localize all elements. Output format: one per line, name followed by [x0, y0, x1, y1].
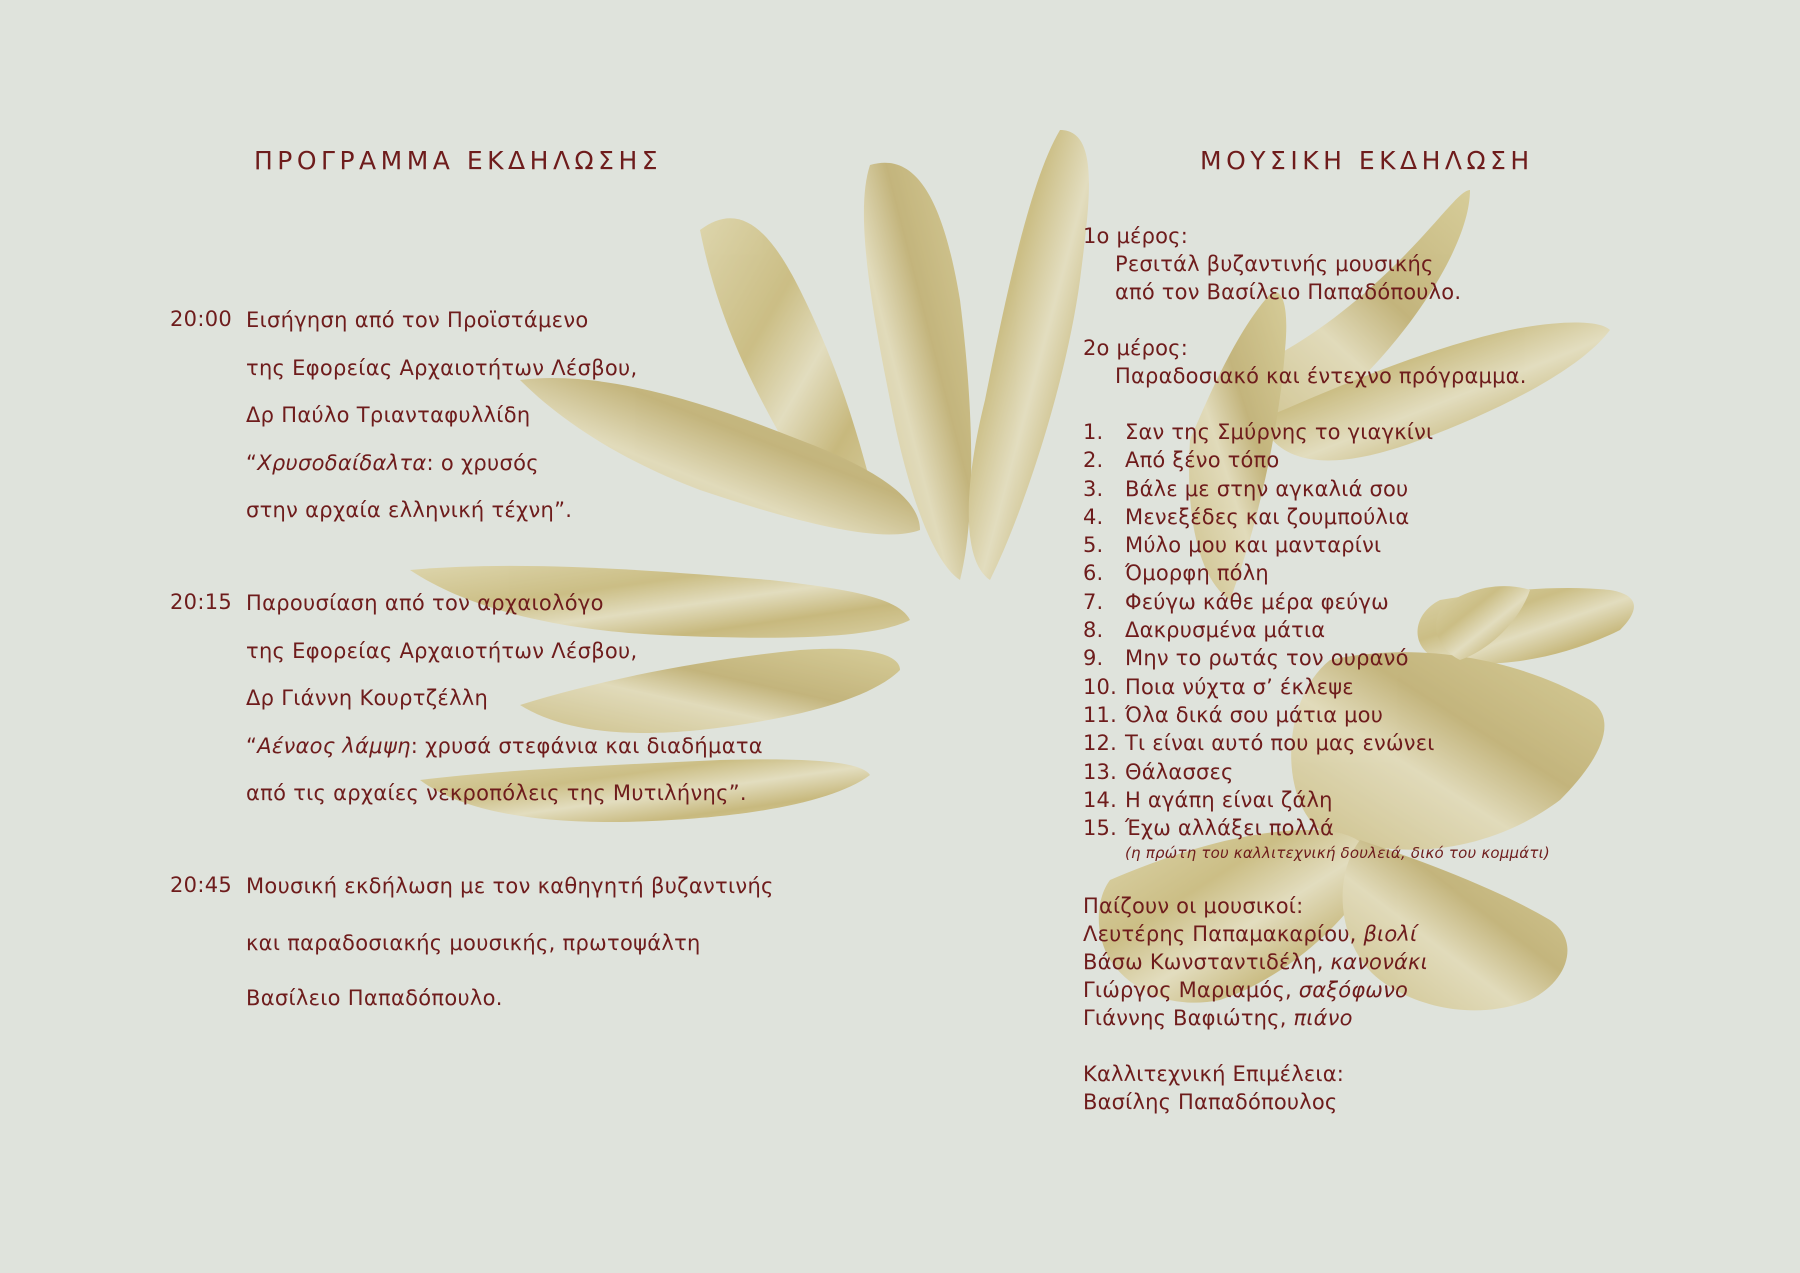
music-event-heading: ΜΟΥΣΙΚΗ ΕΚΔΗΛΩΣΗ [1200, 146, 1534, 175]
musician [1083, 948, 1550, 976]
event-time: 20:00 [170, 307, 233, 331]
musician [1083, 1004, 1550, 1032]
song-title: Φεύγω κάθε μέρα φεύγω [1125, 589, 1389, 614]
list-item [1083, 814, 1550, 842]
song-title: Όμορφη πόλη [1125, 561, 1269, 586]
music-program [1083, 222, 1550, 1116]
part-1-line: Ρεσιτάλ βυζαντινής μουσικής [1115, 252, 1434, 276]
event-line: Δρ Γιάννη Κουρτζέλλη [246, 686, 489, 710]
list-item [1083, 758, 1550, 786]
song-number: 12. [1083, 731, 1117, 756]
song-number: 11. [1083, 702, 1117, 727]
musician-instrument: βιολί [1363, 922, 1418, 947]
event-line: Βασίλειο Παπαδόπουλο. [246, 986, 503, 1010]
quote-mark: “ [246, 450, 258, 475]
list-item [1083, 786, 1550, 814]
song-number: 13. [1083, 759, 1117, 784]
musician-instrument: σαξόφωνο [1298, 978, 1409, 1003]
song-title: Δακρυσμένα μάτια [1125, 618, 1326, 643]
song-title: Η αγάπη είναι ζάλη [1125, 787, 1333, 812]
song-list [1083, 418, 1550, 866]
song-title: Σαν της Σμύρνης το γιαγκίνι [1125, 420, 1434, 444]
song-number: 7. [1083, 589, 1104, 614]
event-line: Μουσική εκδήλωση με τον καθηγητή βυζαντινής [246, 874, 774, 898]
song-title: Μην το ρωτάς τον ουρανό [1125, 646, 1409, 671]
list-item [1083, 616, 1550, 644]
lecture-title-line [246, 733, 763, 781]
song-title: Έχω αλλάξει πολλά [1125, 816, 1335, 841]
part-2-line: Παραδοσιακό και έντεχνο πρόγραμμα. [1115, 364, 1527, 388]
event-line: Εισήγηση από τον Προϊστάμενο [246, 308, 589, 332]
event-line: και παραδοσιακής μουσικής, πρωτοψάλτη [246, 931, 701, 955]
song-title: Μενεξέδες και ζουμπούλια [1125, 504, 1410, 529]
lecture-title: Αέναος λάμψη [257, 733, 411, 758]
musician-name: Γιώργος Μαριαμός, [1083, 978, 1299, 1003]
list-item [1083, 446, 1550, 474]
song-number: 9. [1083, 646, 1104, 671]
song-number: 5. [1083, 533, 1104, 558]
song-title: Βάλε με στην αγκαλιά σου [1125, 476, 1409, 501]
artistic-direction-name: Βασίλης Παπαδόπουλος [1083, 1090, 1338, 1115]
list-item [1083, 588, 1550, 616]
artistic-direction-label: Καλλιτεχνική Επιμέλεια: [1083, 1062, 1345, 1087]
song-title: Όλα δικά σου μάτια μου [1125, 702, 1384, 727]
musician [1083, 976, 1550, 1004]
song-title: Μύλο μου και μανταρίνι [1125, 533, 1382, 558]
musician-name: Λευτέρης Παπαμακαρίου, [1083, 922, 1364, 947]
program-heading: ΠΡΟΓΡΑΜΜΑ ΕΚΔΗΛΩΣΗΣ [254, 146, 663, 175]
event-line: της Εφορείας Αρχαιοτήτων Λέσβου, [246, 638, 638, 663]
song-number: 8. [1083, 618, 1104, 643]
list-item [1083, 559, 1550, 587]
song-number: 4. [1083, 504, 1104, 529]
song-number: 6. [1083, 561, 1104, 586]
quote-mark: “ [246, 733, 258, 758]
part-1-label: 1ο μέρος: [1083, 224, 1188, 248]
song-note: (η πρώτη του καλλιτεχνική δουλειά, δικό του κομμάτι) [1125, 844, 1550, 863]
list-item [1083, 475, 1550, 503]
list-item [1083, 503, 1550, 531]
song-title: Τι είναι αυτό που μας ενώνει [1125, 731, 1435, 756]
song-number: 3. [1083, 476, 1104, 501]
event-time: 20:45 [170, 873, 233, 897]
song-number: 2. [1083, 448, 1104, 473]
lecture-subtitle: : χρυσά στεφάνια και διαδήματα [410, 733, 763, 758]
list-item [1083, 673, 1550, 701]
song-number: 15. [1083, 816, 1117, 841]
lecture-subtitle: : ο χρυσός [426, 450, 539, 475]
event-time: 20:15 [170, 590, 233, 614]
song-title: Θάλασσες [1125, 759, 1234, 784]
lecture-subtitle-end: από τις αρχαίες νεκροπόλεις της Μυτιλήνης”. [246, 781, 747, 805]
list-item [1083, 644, 1550, 672]
musicians-label: Παίζουν οι μουσικοί: [1083, 894, 1304, 919]
list-item [1083, 418, 1550, 446]
song-title: Ποια νύχτα σ’ έκλεψε [1125, 674, 1354, 699]
part-2-label: 2ο μέρος: [1083, 336, 1188, 360]
event-line: Δρ Παύλο Τριανταφυλλίδη [246, 403, 531, 427]
song-number: 10. [1083, 674, 1117, 699]
song-number: 1. [1083, 420, 1104, 444]
list-item [1083, 701, 1550, 729]
event-line: Παρουσίαση από τον αρχαιολόγο [246, 591, 604, 615]
lecture-title-line [246, 450, 637, 498]
leaf-shape [969, 130, 1089, 580]
list-item [1083, 531, 1550, 559]
lecture-title: Χρυσοδαίδαλτα [257, 450, 427, 475]
musician-name: Βάσω Κωνσταντιδέλη, [1083, 950, 1331, 975]
musician-name: Γιάννης Βαφιώτης, [1083, 1006, 1294, 1031]
list-item [1083, 729, 1550, 757]
song-number: 14. [1083, 787, 1117, 812]
part-1-line: από τον Βασίλειο Παπαδόπουλο. [1115, 280, 1462, 304]
musician-instrument: κανονάκι [1330, 950, 1428, 975]
musician [1083, 920, 1550, 948]
event-line: της Εφορείας Αρχαιοτήτων Λέσβου, [246, 355, 638, 380]
musician-instrument: πιάνο [1293, 1006, 1353, 1031]
song-title: Από ξένο τόπο [1125, 448, 1280, 473]
lecture-subtitle-end: στην αρχαία ελληνική τέχνη”. [246, 498, 573, 522]
